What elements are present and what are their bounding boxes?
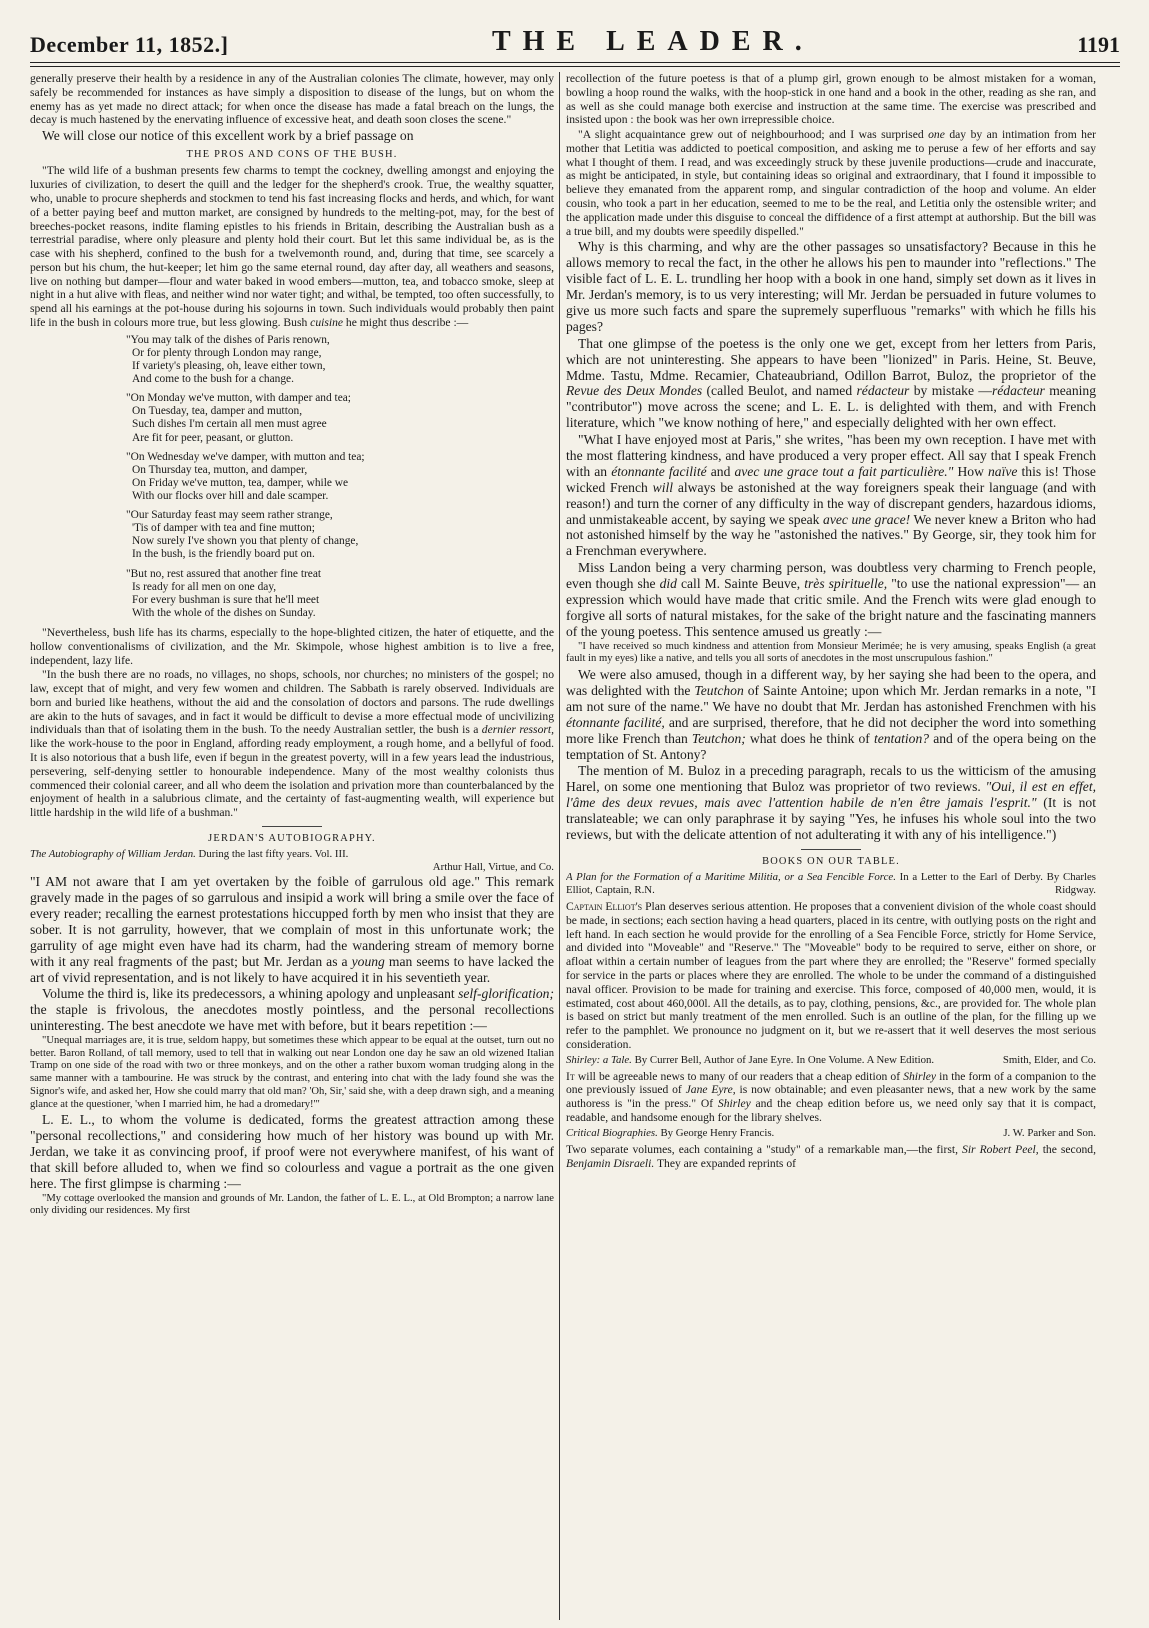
review-paragraph: Two separate volumes, each containing a "study" of a remarkable man,—the first, Sir Robert Peel, the second, Benjamin Disraeli. They are expanded reprints of	[566, 1142, 1096, 1170]
poem-stanza: "You may talk of the dishes of Paris renown, Or for plenty through London may range, If variety's pleasing, oh, leave either town, And come to the bush for a change.	[126, 333, 330, 386]
poem-stanza: "But no, rest assured that another fine treat Is ready for all men on one day, For every bushman is sure that he'll meet With the whole of the dishes on Sunday.	[126, 567, 322, 619]
paragraph: That one glimpse of the poetess is the only one we get, except from her letters from Paris, which are not uninteresting. She appears to have been "lionized" in Paris. Heine, St. Beuve, Mdme. Tastu, Mdme. Recamier, Chateaubriand, Odillon Barrot, Buloz, the proprietor of the Revue des Deux Mondes (called Beulot, and named rédacteur by mistake —rédacteur meaning "contributor") move across the scene; and L. E. L. is delighted with them, and with French literature, which "we know nothing of here," and especially delighted with her own effect.	[566, 335, 1096, 431]
poem-stanza: "Our Saturday feast may seem rather strange, 'Tis of damper with tea and fine mutton; Now surely I've shown you that plenty of change, In the bush, is the friendly board put on.	[126, 509, 359, 561]
section-heading: JERDAN'S AUTOBIOGRAPHY.	[208, 832, 376, 844]
paragraph: "I AM not aware that I am yet overtaken by the foible of garrulous old age." This remark gravely made in the pages of so garrulous and insipid a work will bring a smile over the face of every reader; recalling the earnest protestations hiccupped forth by men who insist that they are sober. It is not garrulity, however, that we complain of most in this unfortunate work; the garrulity of age might even have had its charm, had the wandering stream of memory borne with it any real fragments of the past; but Mr. Jerdan as a young man seems to have lacked the art of vivid representation, and is not likely to have acquired it in his seventieth year.	[30, 874, 554, 985]
paragraph: "What I have enjoyed most at Paris," she writes, "has been my own reception. I have met with the most flattering kindness, and have produced a very proper effect. All say that I speak French with an étonnante facilité and avec une grace tout a fait particulière." How naïve this is! Those wicked French will always be astonished at the way foreigners speak their language (and with reason!) and turn the corner of any difficulty in the way of discrepant genders, hazardous idioms, and unmistakeable accent, by saying we speak avec une grace! We never knew a Briton who had not astonished himself by the way he "astonished the natives." By George, sir, they took him for a Frenchman everywhere.	[566, 432, 1096, 559]
left-column	[30, 72, 554, 1620]
paragraph: L. E. L., to whom the volume is dedicated, forms the greatest attraction among these "personal recollections," and considering how much of her history was bound up with Mr. Jerdan, we take it as convincing proof, if proof were not everywhere manifest, of his want of that skill before alluded to, when we find so colourless and vague a portrait as the one given here. The first glimpse is charming :—	[30, 1112, 554, 1191]
masthead-rule-second	[30, 66, 1120, 67]
book-citation: Shirley: a Tale. By Currer Bell, Author of Jane Eyre. In One Volume. A New Edition. Smith, Elder, and Co.	[566, 1053, 1096, 1066]
masthead-rule	[30, 62, 1120, 63]
right-column	[566, 72, 1096, 1620]
poem-stanza: "On Monday we've mutton, with damper and tea; On Tuesday, tea, damper and mutton, Such dishes I'm certain all men must agree Are fit for peer, peasant, or glutton.	[126, 392, 351, 444]
quotation: "Unequal marriages are, it is true, seldom happy, but sometimes these which appear to be equal at the outset, turn out no better. Baron Rolland, of tall memory, used to tell that in walking out near London one day he saw an old wizened Italian Tramp on one side of the road with two or three monkeys, and on the other a rather buxom woman trudging along in the same manner with a tambourine. He was struck by the contrast, and entering into chat with the lady found she was the Signor's wife, and asked her, How she could marry that old man? 'Oh, Sir,' said she, with a deep drawn sigh, and a meaning glance at the questioner, 'when I married him, he had a dromedary!'"	[30, 1035, 554, 1110]
poem-stanza: "On Wednesday we've damper, with mutton and tea; On Thursday tea, mutton, and damper, On Friday we've mutton, tea, damper, while we With our flocks over hill and dale scamper.	[126, 450, 365, 502]
masthead	[30, 18, 1120, 58]
paragraph: We will close our notice of this excellent work by a brief passage on	[42, 128, 414, 144]
section-heading: BOOKS ON OUR TABLE.	[762, 855, 900, 867]
quotation: recollection of the future poetess is that of a plump girl, grown enough to be almost mistaken for a woman, bowling a hoop round the walks, with the hoop-stick in one hand and a book in the other, reading as she ran, and as well as she could manage both exercise and instruction at the same time. The exercise was prescribed and insisted upon : the book was her own irrepressible choice.	[566, 72, 1096, 127]
paragraph: Volume the third is, like its predecessors, a whining apology and unpleasant self-glorification; the staple is frivolous, the anecdotes mostly pointless, and the personal recollections uninteresting. The best anecdote we have met with before, but it bears repetition :—	[30, 986, 554, 1034]
column-divider	[559, 72, 560, 1620]
book-citation: A Plan for the Formation of a Maritime Militia, or a Sea Fencible Force. In a Letter to the Earl of Derby. By Charles Elliot, Captain, R.N. Ridgway.	[566, 871, 1096, 897]
paragraph: "In the bush there are no roads, no villages, no shops, schools, nor churches; no ministers of the gospel; no law, except that of might, and very few women and children. The Sabbath is rarely observed. Individuals are born and buried like heathens, without the aid and the consolation of doctors and parsons. The rude dwellings are akin to the huts of savages, and in fact it would be difficult to devise a more effectual mode of uncivilizing individuals than that of isolating them in the bush. To the needy Australian settler, the bush is a dernier ressort, like the work-house to the poor in England, affording ready employment, a rough home, and a bellyful of food. It is also notorious that a bush life, even if begun in the greatest poverty, will in a few years lead the industrious, persevering, self-denying settler to honourable independence. Many of the most wealthy colonists thus commenced their colonial career, and all who deem the isolation and privation more than counterbalanced by the enjoyment of health in a salubrious climate, and the certainty of fast-augmenting wealth, will experience but little hardship in the wild life of a bushman."	[30, 668, 554, 820]
page-number: 1191	[1077, 32, 1120, 57]
paragraph: "Nevertheless, bush life has its charms, especially to the hope-blighted citizen, the hater of etiquette, and the hollow conventionalisms of civilization, and the Mr. Skimpole, whose highest ambition is to live a free, independent, lazy life.	[30, 625, 554, 667]
paragraph: The mention of M. Buloz in a preceding paragraph, recals to us the witticism of the amusing Harel, on some one mentioning that Buloz was proprietor of two reviews. "Oui, il est en effet, l'âme des deux revues, mais avec l'attention habile de n'en être jamais l'esprit." (It is not translateable; we can only paraphrase it by saying "Yes, he infuses his whole soul into the two reviews, but with the delicate attention of not adulterating it with any of his intelligence.")	[566, 763, 1096, 842]
issue-date: December 11, 1852.]	[30, 32, 229, 57]
section-divider	[262, 826, 322, 827]
paragraph: generally preserve their health by a residence in any of the Australian colonies The climate, however, may only safely be recommended for instances as have simply a disposition to disease of the lungs, but on whom the enemy has as yet made no direct attack; for when once the disease has made a fatal breach on the lungs, the decay is much hastened by the enervating influence of excessive heat, and death soon closes the scene."	[30, 72, 554, 127]
paragraph: Miss Landon being a very charming person, was doubtless very charming to French people, even though she did call M. Sainte Beuve, très spirituelle, "to use the national expression"— an expression which would have made that critic smile. And the French wits were glad enough to forgive all sorts of natural mistakes, for the sake of the bright nature and the fascinating manners of the young poetess. This sentence amused us greatly :—	[566, 560, 1096, 639]
quotation: "I have received so much kindness and attention from Monsieur Merimée; he is very amusing, speaks English (a great fault in my eyes) like a native, and tells you all sorts of anecdotes in the most unscrupulous fashion."	[566, 640, 1096, 665]
newspaper-title: THE LEADER.	[491, 26, 814, 57]
section-divider	[801, 849, 861, 850]
section-heading: THE PROS AND CONS OF THE BUSH.	[186, 149, 398, 161]
book-citation: The Autobiography of William Jerdan. During the last fifty years. Vol. III. Arthur Hall, Virtue, and Co.	[30, 848, 554, 874]
poem	[122, 334, 554, 620]
book-citation: Critical Biographies. By George Henry Francis. J. W. Parker and Son.	[566, 1126, 1096, 1139]
quotation: "My cottage overlooked the mansion and grounds of Mr. Landon, the father of L. E. L., at Old Brompton; a narrow lane only dividing our residences. My first	[30, 1192, 554, 1217]
quotation: "A slight acquaintance grew out of neighbourhood; and I was surprised one day by an intimation from her mother that Letitia was addicted to poetical composition, and asking me to peruse a few of her efforts and say what I thought of them. I read, and was exceedingly struck by these juvenile productions—crude and inaccurate, as might be anticipated, in style, but containing ideas so original and extraordinary, that I found it impossible to believe they emanated from the apparent romp, and singular contradiction of the hoop and volume. An elder cousin, who took a part in her education, seemed to me to be the real, and Letitia only the ostensible writer; and the application made under this disguise to conceal the diffidence of a first attempt at authorship. But the bill was a true bill, and my doubts were speedily dispelled."	[566, 128, 1096, 238]
paragraph: Why is this charming, and why are the other passages so unsatisfactory? Because in this he allows memory to recal the fact, in the other he allows his pen to maunder into "reflections." The visible fact of L. E. L. trundling her hoop with a book in one hand, simply set down as it lives in Mr. Jerdan's memory, is to us very interesting; will Mr. Jerdan be persuaded in future volumes to give us more such facts and spare the supremely superfluous "remarks" with which he fills his pages?	[566, 239, 1096, 334]
review-paragraph: It will be agreeable news to many of our readers that a cheap edition of Shirley in the form of a companion to the one previously issued of Jane Eyre, is now obtainable; and even pleasanter news, that a new work by the same authoress is "in the press." Of Shirley and the cheap edition before us, we need only say that it is compact, readable, and handsome enough for the library shelves.	[566, 1069, 1096, 1125]
review-paragraph: Captain Elliot's Plan deserves serious attention. He proposes that a convenient division of the whole coast should be made, in sections; each section having a head quarters, placed in its centre, with outlying posts on the right and left hand. In each section he would provide for the enrolling of a Sea Fencible Force, strictly for Home Service, and divided into "Moveable" and "Reserve." The "Moveable" body to be required to serve, either on shore, or afloat within a certain number of leagues from the part where they are enrolled; the "Reserve" formed specially for service in the parts or places where they are enrolled. The whole to be under the command of a distinguished naval officer. Provision to be made for training and exercise. This force, composed of 40,000 men, would, it is estimated, cost about 460,000l. All the details, as to pay, clothing, pensions, &c., are provided for. The whole plan is based on strict but manly treatment of the men enrolled. Such is an outline of the plan, for the filling up we refer to the pamphlet. We pronounce no judgment on it, but we re-assert that it well deserves the most serious consideration.	[566, 900, 1096, 1051]
paragraph: We were also amused, though in a different way, by her saying she had been to the opera, and was delighted with the Teutchon of Sainte Antoine; upon which Mr. Jerdan remarks in a note, "I am not sure of the name." We have no doubt that Mr. Jerdan has astonished Frenchmen with his étonnante facilité, and are surprised, therefore, that he did not decipher the word into something more like French than Teutchon; what does he think of tentation? and of the opera being on the temptation of St. Antony?	[566, 667, 1096, 762]
paragraph: "The wild life of a bushman presents few charms to tempt the cockney, dwelling amongst and enjoying the luxuries of civilization, to desert the quill and the ledger for the shepherd's crook. True, the wealthy squatter, who, unable to procure shepherds and stockmen to tend his fast increasing flocks and herds, and which, for want of a better paying beef and mutton market, are consigned by hundreds to the melting-pot, may, for the best of breeches-pocket reasons, indite flaming epistles to his friends in Britain, describing the Australian bush as a terrestrial paradise, where only pleasure and plenty hold their court. But let this same individual be, as is the case with his shepherd, confined to the bush for a twelvemonth round, and, during that time, see scarcely a person but his chum, the hut-keeper; let him go the same eternal round, day after day, all weathers and seasons, live on nothing but damper—flour and water baked in wood embers—mutton, tea, and tobacco smoke, sleep at night in a hut alive with fleas, and neither wind nor water tight; and withal, be tempted, too often successfully, to spend all his earnings at the pot-house during his sojourns in town. Such individuals would probably then paint life in the bush in colours more true, but less glowing. Bush cuisine he might thus describe :—	[30, 164, 554, 329]
